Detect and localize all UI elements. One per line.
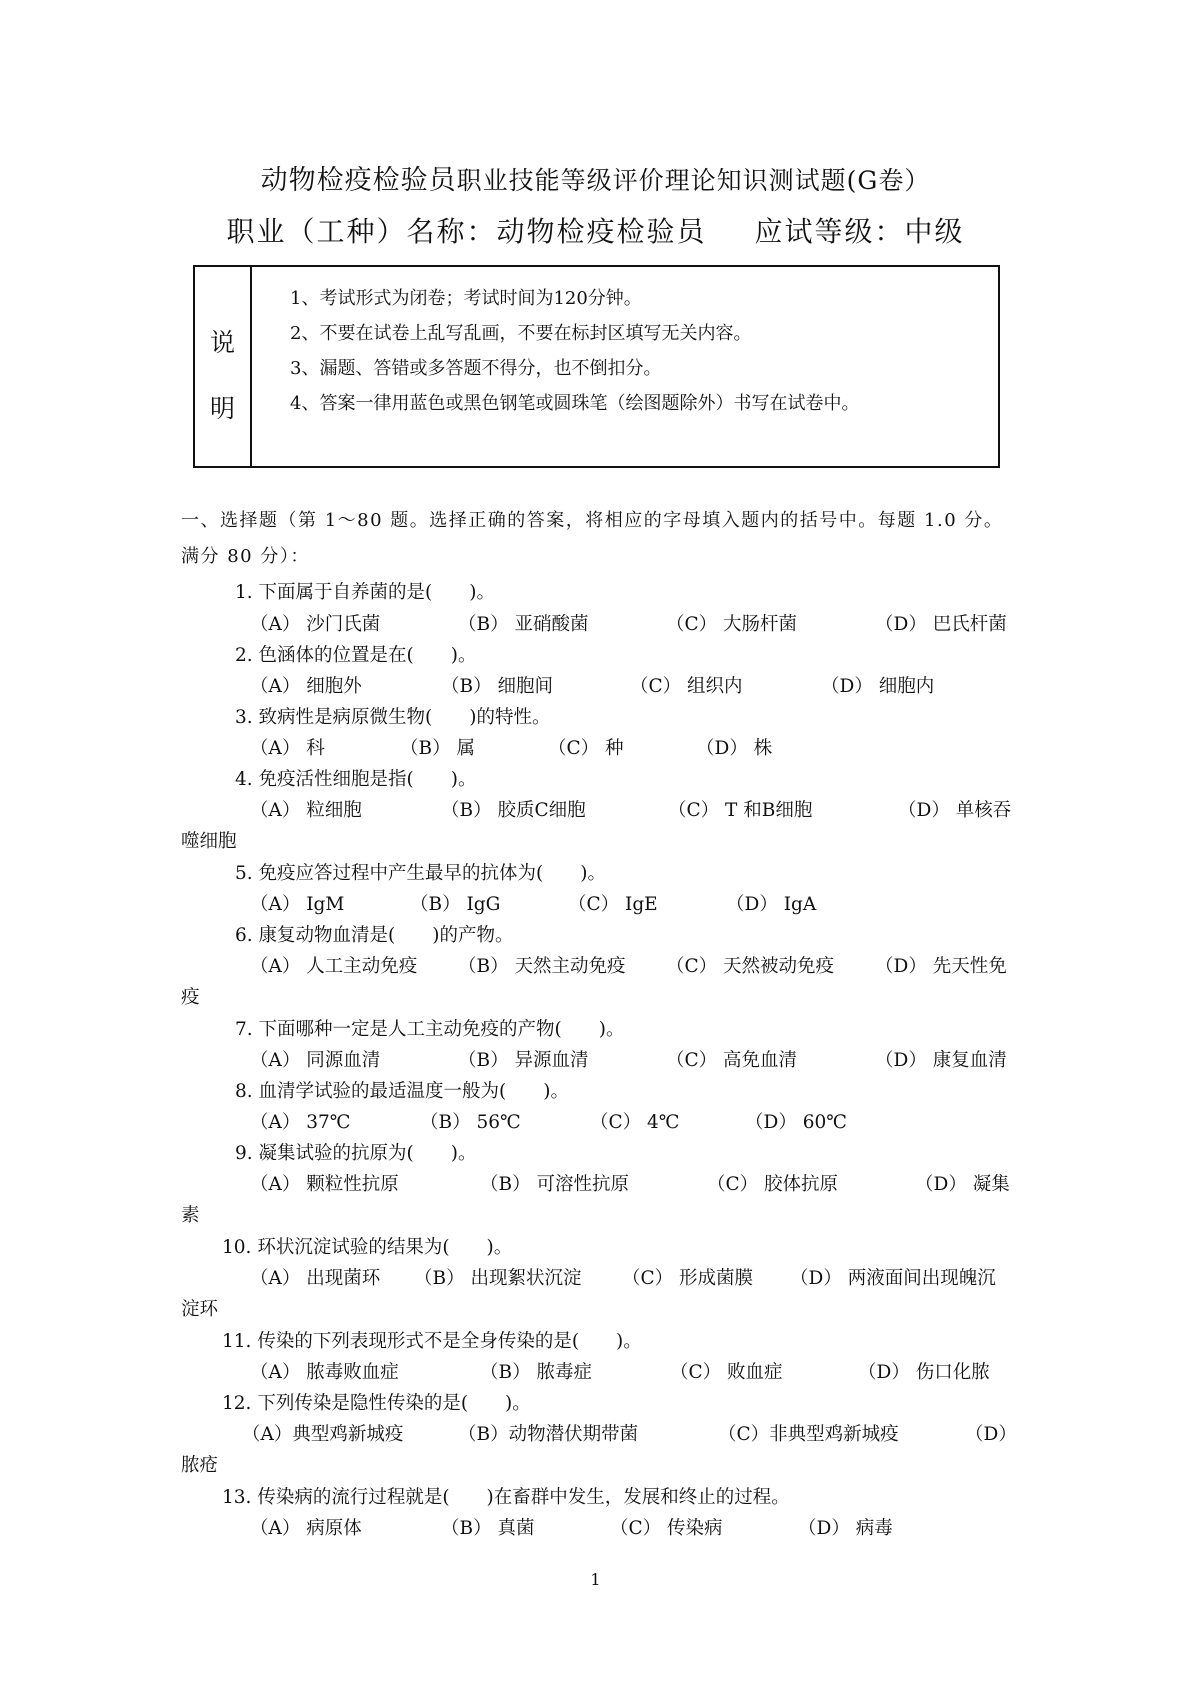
question-stem: 4. 免疫活性细胞是指( )。 bbox=[235, 769, 477, 790]
exam-level: 应试等级：中级 bbox=[754, 215, 965, 248]
question-stem: 13. 传染病的流行过程就是( )在畜群中发生，发展和终止的过程。 bbox=[222, 1487, 790, 1508]
option-d: （D） 细胞内 bbox=[821, 676, 935, 697]
option-d: （D） 株 bbox=[696, 738, 773, 759]
instructions-box bbox=[193, 265, 1000, 468]
exam-title-rest: 职业技能等级评价理论知识测试题(G卷） bbox=[456, 166, 931, 195]
option-b: （B） 脓毒症 bbox=[480, 1362, 592, 1383]
option-d: （D） 凝集 bbox=[915, 1174, 1010, 1195]
option-c: （C） 败血症 bbox=[670, 1362, 783, 1383]
instruction-item: 4、答案一律用蓝色或黑色钢笔或圆珠笔（绘图题除外）书写在试卷中。 bbox=[290, 393, 860, 414]
option-d: （D） 单核吞 bbox=[898, 800, 1012, 821]
option-c: （C） 大肠杆菌 bbox=[666, 614, 798, 635]
option-c: （C） IgE bbox=[568, 894, 658, 915]
option-a: （A） 颗粒性抗原 bbox=[250, 1174, 399, 1195]
exam-subtitle bbox=[0, 210, 1191, 250]
option-d: （D） 两液面间出现魄沉 bbox=[790, 1268, 996, 1289]
option-a: （A） IgM bbox=[250, 894, 345, 915]
question-stem: 8. 血清学试验的最适温度一般为( )。 bbox=[235, 1081, 569, 1102]
option-a: （A） 科 bbox=[250, 738, 325, 759]
question-stem: 12. 下列传染是隐性传染的是( )。 bbox=[222, 1393, 531, 1414]
option-d: （D） bbox=[965, 1424, 1017, 1445]
option-a: （A）典型鸡新城疫 bbox=[242, 1424, 404, 1445]
option-c: （C） T 和B细胞 bbox=[668, 800, 813, 821]
question-stem: 3. 致病性是病原微生物( )的特性。 bbox=[235, 707, 551, 728]
option-c: （C） 高免血清 bbox=[666, 1050, 798, 1071]
option-b: （B） 亚硝酸菌 bbox=[458, 614, 589, 635]
option-a: （A） 37℃ bbox=[250, 1112, 351, 1133]
option-b: （B） 天然主动免疫 bbox=[458, 956, 626, 977]
option-continuation: 淀环 bbox=[181, 1299, 219, 1320]
option-d: （D） 康复血清 bbox=[875, 1050, 1007, 1071]
option-d: （D） 病毒 bbox=[798, 1518, 893, 1539]
instructions-list bbox=[290, 281, 859, 421]
option-b: （B） 细胞间 bbox=[441, 676, 553, 697]
option-d: （D） IgA bbox=[726, 894, 817, 915]
option-c: （C） 形成菌膜 bbox=[622, 1268, 754, 1289]
question-stem: 11. 传染的下列表现形式不是全身传染的是( )。 bbox=[222, 1331, 642, 1352]
option-c: （C） 胶体抗原 bbox=[707, 1174, 839, 1195]
occupation-name: 职业（工种）名称：动物检疫检验员 bbox=[226, 215, 707, 248]
page-number: 1 bbox=[590, 1570, 601, 1589]
option-b: （B） 异源血清 bbox=[458, 1050, 589, 1071]
option-a: （A） 粒细胞 bbox=[250, 800, 362, 821]
option-b: （B）动物潜伏期带菌 bbox=[458, 1424, 639, 1445]
option-b: （B） 胶质C细胞 bbox=[441, 800, 586, 821]
option-d: （D） 伤口化脓 bbox=[858, 1362, 990, 1383]
option-c: （C） 传染病 bbox=[610, 1518, 723, 1539]
option-c: （C） 天然被动免疫 bbox=[666, 956, 835, 977]
option-continuation: 疫 bbox=[181, 987, 200, 1008]
instruction-item: 1、考试形式为闭卷；考试时间为120分钟。 bbox=[290, 288, 642, 309]
option-a: （A） 病原体 bbox=[250, 1518, 362, 1539]
option-continuation: 脓疮 bbox=[181, 1455, 219, 1476]
option-continuation: 噬细胞 bbox=[181, 831, 237, 852]
question-stem: 7. 下面哪种一定是人工主动免疫的产物( )。 bbox=[235, 1019, 625, 1040]
question-stem: 5. 免疫应答过程中产生最早的抗体为( )。 bbox=[235, 863, 606, 884]
option-d: （D） 60℃ bbox=[745, 1112, 847, 1133]
option-d: （D） 先天性免 bbox=[875, 956, 1007, 977]
instruction-item: 3、漏题、答错或多答题不得分，也不倒扣分。 bbox=[290, 358, 662, 379]
question-stem: 10. 环状沉淀试验的结果为( )。 bbox=[222, 1237, 513, 1258]
option-c: （C）非典型鸡新城疫 bbox=[718, 1424, 899, 1445]
exam-title bbox=[0, 158, 1191, 197]
option-a: （A） 同源血清 bbox=[250, 1050, 381, 1071]
question-stem: 1. 下面属于自养菌的是( )。 bbox=[235, 582, 495, 603]
option-a: （A） 沙门氏菌 bbox=[250, 614, 381, 635]
option-continuation: 素 bbox=[181, 1205, 200, 1226]
option-b: （B） 真菌 bbox=[441, 1518, 535, 1539]
option-b: （B） 属 bbox=[400, 738, 475, 759]
option-b: （B） 出现絮状沉淀 bbox=[414, 1268, 582, 1289]
question-stem: 2. 色涵体的位置是在( )。 bbox=[235, 645, 477, 666]
section-heading: 一、选择题（第 1～80 题。选择正确的答案，将相应的字母填入题内的括号中。每题 1.0 分。满分 80 分）： bbox=[181, 510, 1004, 567]
instructions-label-top: 说 bbox=[209, 328, 235, 357]
option-a: （A） 脓毒败血症 bbox=[250, 1362, 399, 1383]
instructions-label bbox=[195, 267, 252, 466]
exam-title-occupation: 动物检疫检验员 bbox=[260, 165, 457, 196]
instruction-item: 2、不要在试卷上乱写乱画，不要在标封区填写无关内容。 bbox=[290, 323, 752, 344]
question-stem: 9. 凝集试验的抗原为( )。 bbox=[235, 1143, 477, 1164]
option-a: （A） 出现菌环 bbox=[250, 1268, 381, 1289]
option-c: （C） 种 bbox=[548, 738, 624, 759]
option-b: （B） IgG bbox=[410, 894, 501, 915]
option-c: （C） 4℃ bbox=[590, 1112, 680, 1133]
option-c: （C） 组织内 bbox=[630, 676, 743, 697]
option-a: （A） 细胞外 bbox=[250, 676, 362, 697]
option-a: （A） 人工主动免疫 bbox=[250, 956, 418, 977]
question-stem: 6. 康复动物血清是( )的产物。 bbox=[235, 925, 514, 946]
option-b: （B） 56℃ bbox=[420, 1112, 521, 1133]
instructions-label-bottom: 明 bbox=[209, 394, 235, 423]
option-d: （D） 巴氏杆菌 bbox=[875, 614, 1007, 635]
option-b: （B） 可溶性抗原 bbox=[480, 1174, 629, 1195]
